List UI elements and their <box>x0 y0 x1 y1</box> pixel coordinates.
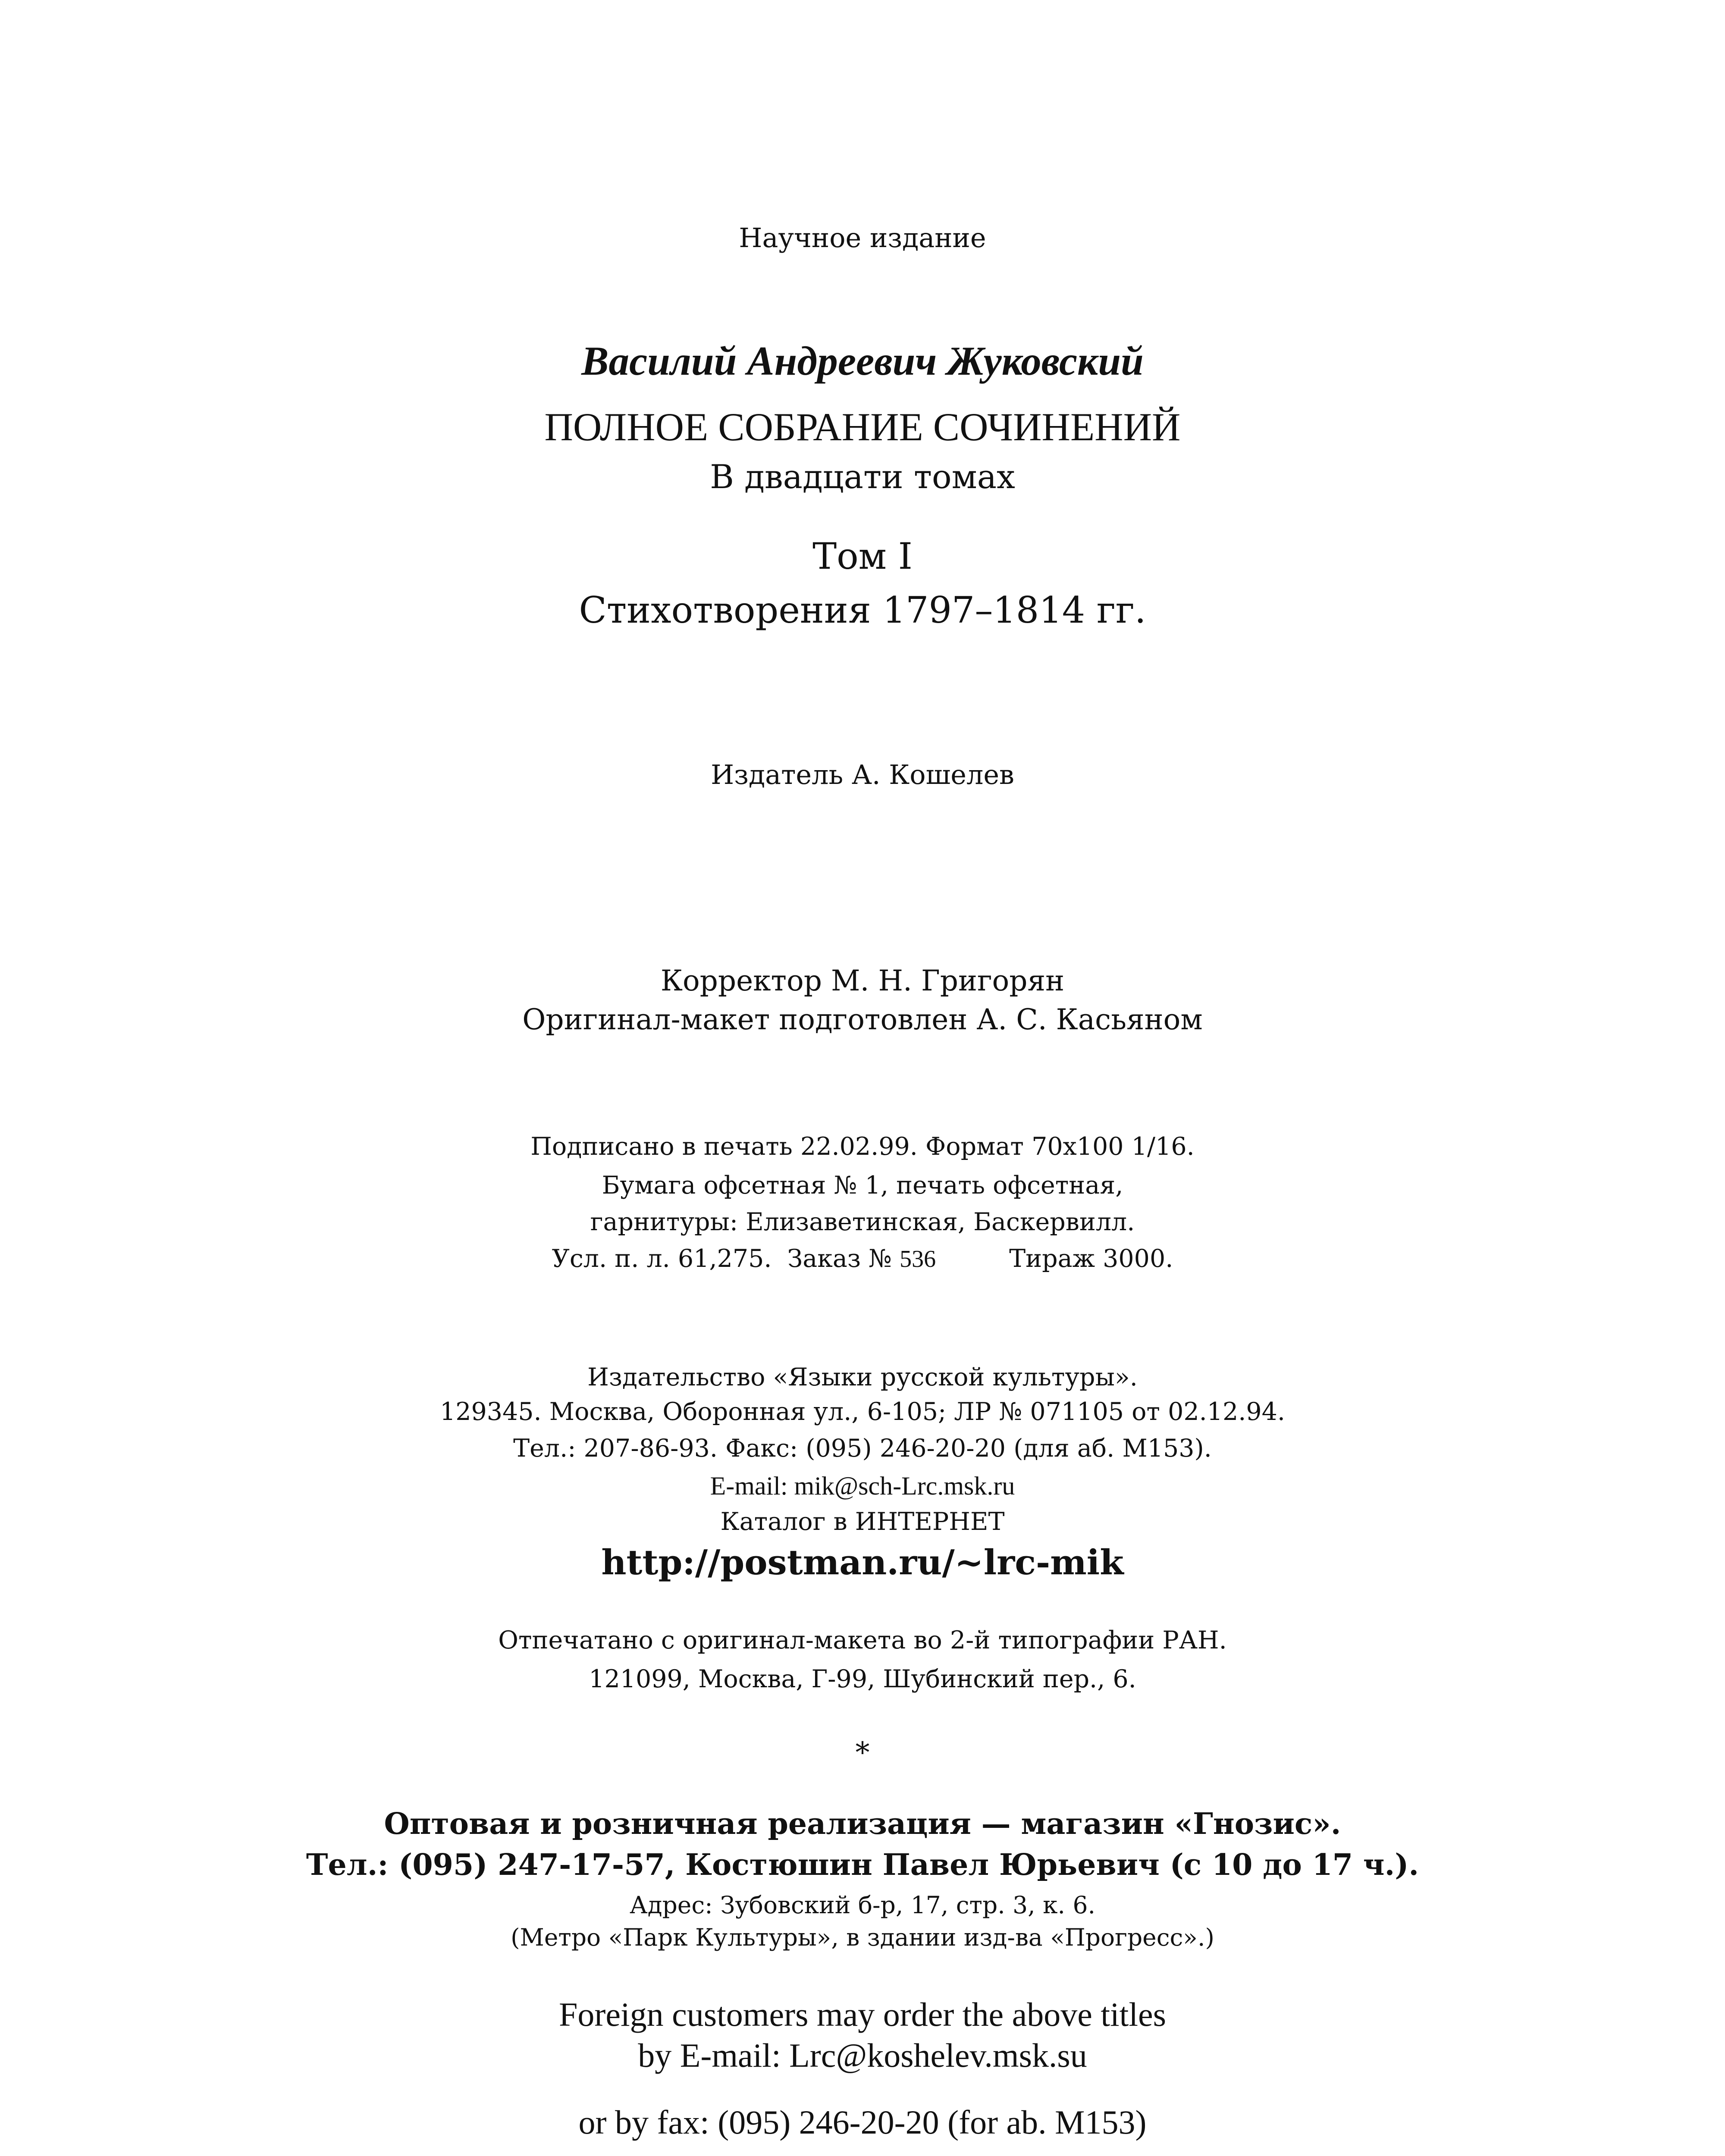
print-signed-line: Подписано в печать 22.02.99. Формат 70x100 1/16. <box>530 1132 1195 1161</box>
paper-line: Бумага офсетная № 1, печать офсетная, <box>602 1171 1123 1200</box>
volume-title: Стихотворения 1797–1814 гг. <box>579 589 1146 631</box>
proofreader-credit: Корректор М. Н. Григорян <box>660 964 1065 997</box>
layout-credit: Оригинал-макет подготовлен А. С. Касьяном <box>522 1003 1203 1036</box>
collection-title: ПОЛНОЕ СОБРАНИЕ СОЧИНЕНИЙ <box>544 405 1181 449</box>
volume-number: Том I <box>812 535 913 577</box>
publishing-house-address: 129345. Москва, Оборонная ул., 6-105; ЛР № 071105 от 02.12.94. <box>439 1398 1286 1426</box>
typefaces-line: гарнитуры: Елизаветинская, Баскервилл. <box>590 1208 1135 1236</box>
foreign-line2: by E-mail: Lrc@koshelev.msk.su <box>638 2037 1087 2074</box>
publishing-house-name: Издательство «Языки русской культуры». <box>587 1363 1138 1391</box>
publisher-name: Издатель А. Кошелев <box>711 759 1014 790</box>
publishing-house-phones: Тел.: 207-86-93. Факс: (095) 246-20-20 (для аб. М153). <box>513 1434 1212 1463</box>
printing-house-line1: Отпечатано с оригинал-макета во 2-й типографии РАН. <box>498 1626 1227 1655</box>
print-run: Тираж 3000. <box>1009 1244 1173 1273</box>
foreign-line1: Foreign customers may order the above titles <box>559 1996 1166 2033</box>
sales-line2: Тел.: (095) 247-17-57, Костюшин Павел Юрьевич (с 10 до 17 ч.). <box>306 1848 1419 1882</box>
sales-address: Адрес: Зубовский б-р, 17, стр. 3, к. 6. <box>630 1891 1095 1919</box>
order-label: Заказ № <box>787 1244 892 1273</box>
edition-type: Научное издание <box>739 222 986 254</box>
order-number: 536 <box>900 1246 936 1272</box>
volumes-note: В двадцати томах <box>710 458 1015 496</box>
foreign-line3: or by fax: (095) 246-20-20 (for ab. M153) <box>578 2103 1147 2141</box>
catalog-label: Каталог в ИНТЕРНЕТ <box>720 1507 1005 1536</box>
print-run-line <box>0 1244 1725 1274</box>
catalog-url: http://postman.ru/~lrc-mik <box>601 1542 1124 1583</box>
section-separator: * <box>855 1736 870 1769</box>
sales-metro: (Метро «Парк Культуры», в здании изд-ва «Прогресс».) <box>511 1924 1214 1951</box>
sheets-count: Усл. п. л. 61,275. <box>552 1244 772 1273</box>
author-name: Василий Андреевич Жуковский <box>581 338 1144 384</box>
publishing-house-email: E-mail: mik@sch-Lrc.msk.ru <box>710 1472 1015 1500</box>
sales-line1: Оптовая и розничная реализация — магазин «Гнозис». <box>384 1807 1341 1841</box>
printing-house-line2: 121099, Москва, Г-99, Шубинский пер., 6. <box>589 1665 1136 1693</box>
